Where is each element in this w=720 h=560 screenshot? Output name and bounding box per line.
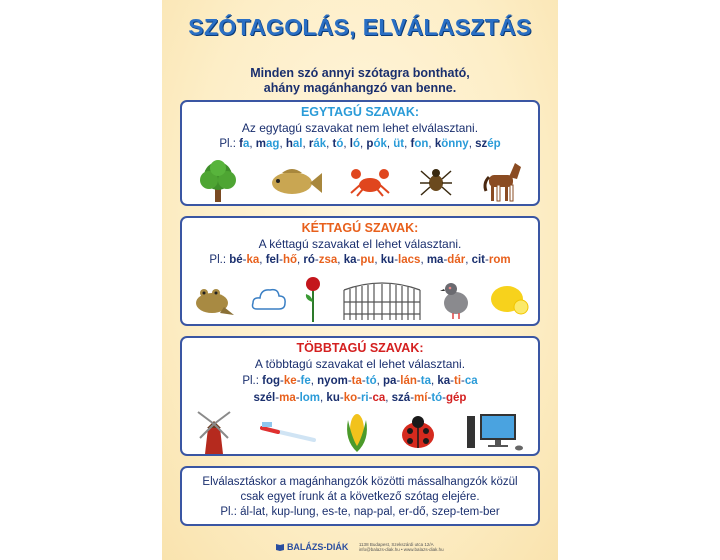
example-word: fon: [410, 138, 429, 150]
example-word: cit-rom: [471, 254, 511, 266]
section-rule: A kéttagú szavakat el lehet választani.: [258, 237, 462, 251]
example-word: ka-pu: [343, 254, 375, 266]
example-word: tó: [332, 138, 344, 150]
example-word: fa: [239, 138, 250, 150]
subtitle-line-2: ahány magánhangzó van benne.: [263, 81, 457, 95]
example-word: ró-zsa: [303, 254, 338, 266]
frog-icon: [190, 281, 236, 317]
fish-icon: [268, 161, 322, 201]
word-list: bé-ka, fel-hő, ró-zsa, ka-pu, ku-lacs, ma-dár, cit-rom: [229, 254, 511, 266]
address-line-2: info@balazs-diak.hu • www.balazs-diak.hu: [358, 546, 444, 552]
lemon-icon: [488, 280, 530, 318]
corn-icon: [344, 410, 370, 454]
horse-icon: [481, 159, 525, 203]
example-word: szél-ma-lom: [253, 392, 321, 404]
page-title: SZÓTAGOLÁS, ELVÁLASZTÁS: [188, 14, 532, 40]
picture-row: [182, 274, 538, 324]
example-word: pók: [366, 138, 387, 150]
book-icon: [276, 543, 284, 551]
subtitle: [162, 66, 558, 96]
rule-line-3: Pl.: ál-lat, kup-lung, es-te, nap-pal, er-dő, szep-tem-ber: [220, 506, 500, 518]
spider-icon: [418, 163, 454, 199]
word-list: fog-ke-fe, nyom-ta-tó, pa-lán-ta, ka-ti-ca: [262, 375, 478, 387]
example-word: bé-ka: [229, 254, 260, 266]
rule-line-1: Elválasztáskor a magánhangzók közötti mássalhangzók közül: [202, 476, 518, 488]
example-prefix: Pl.:: [209, 254, 227, 266]
example-word: rák: [308, 138, 327, 150]
publisher-address: [359, 542, 444, 552]
brand-logo: [276, 542, 348, 552]
rule-text: [182, 475, 538, 520]
example-words: [182, 138, 538, 150]
example-word: szép: [475, 138, 501, 150]
example-word: hal: [285, 138, 303, 150]
example-word: üt: [393, 138, 405, 150]
footer: [162, 538, 558, 556]
example-word: ku-lacs: [380, 254, 421, 266]
example-prefix: Pl.:: [219, 138, 236, 150]
example-word: fel-hő: [265, 254, 298, 266]
example-word: pa-lán-ta: [383, 375, 431, 387]
section-heading: EGYTAGÚ SZAVAK:: [300, 105, 420, 119]
example-word: ka-ti-ca: [437, 375, 478, 387]
windmill-icon: [196, 410, 232, 454]
example-word: mag: [255, 138, 280, 150]
rose-icon: [302, 276, 324, 322]
subtitle-line-1: Minden szó annyi szótagra bontható,: [250, 66, 470, 80]
ladybug-icon: [398, 414, 438, 450]
cloud-icon: [251, 285, 287, 313]
word-list: szél-ma-lom, ku-ko-ri-ca, szá-mí-tó-gép: [253, 392, 467, 404]
rule-line-2: csak egyet írunk át a következő szótag elejére.: [240, 491, 480, 503]
example-word: ma-dár: [426, 254, 466, 266]
pigeon-icon: [439, 279, 473, 319]
tree-icon: [195, 158, 241, 204]
example-word: nyom-ta-tó: [317, 375, 377, 387]
section-heading: KÉTTAGÚ SZAVAK:: [301, 221, 419, 235]
example-word: ló: [349, 138, 361, 150]
poster: [162, 0, 558, 560]
computer-icon: [466, 412, 524, 452]
section-one-syllable: [180, 100, 540, 206]
example-word: fog-ke-fe: [262, 375, 311, 387]
section-rule: A többtagú szavakat el lehet választani.: [254, 357, 466, 371]
brand-name: BALÁZS-DIÁK: [286, 541, 349, 552]
example-word: könny: [434, 138, 469, 150]
address-line-1: 1138 Budapest, Szekszárdi utca 12/A: [358, 541, 434, 547]
section-multi-syllable: [180, 336, 540, 456]
example-words: [182, 254, 538, 266]
section-two-syllable: [180, 216, 540, 326]
example-words-line-2: [182, 392, 538, 404]
example-word: ku-ko-ri-ca: [326, 392, 386, 404]
picture-row: [182, 410, 538, 454]
crab-icon: [349, 165, 391, 197]
section-hyphenation-rule: [180, 466, 540, 526]
gate-icon: [340, 278, 424, 320]
toothbrush-icon: [260, 420, 316, 444]
section-heading: TÖBBTAGÚ SZAVAK:: [296, 341, 424, 355]
section-rule: Az egytagú szavakat nem lehet elválasztani.: [241, 121, 479, 135]
example-word: szá-mí-tó-gép: [391, 392, 467, 404]
example-words-line-1: [182, 375, 538, 387]
word-list: fa, mag, hal, rák, tó, ló, pók, üt, fon, könny, szép: [239, 138, 501, 150]
picture-row: [182, 158, 538, 204]
example-prefix: Pl.:: [242, 375, 259, 387]
